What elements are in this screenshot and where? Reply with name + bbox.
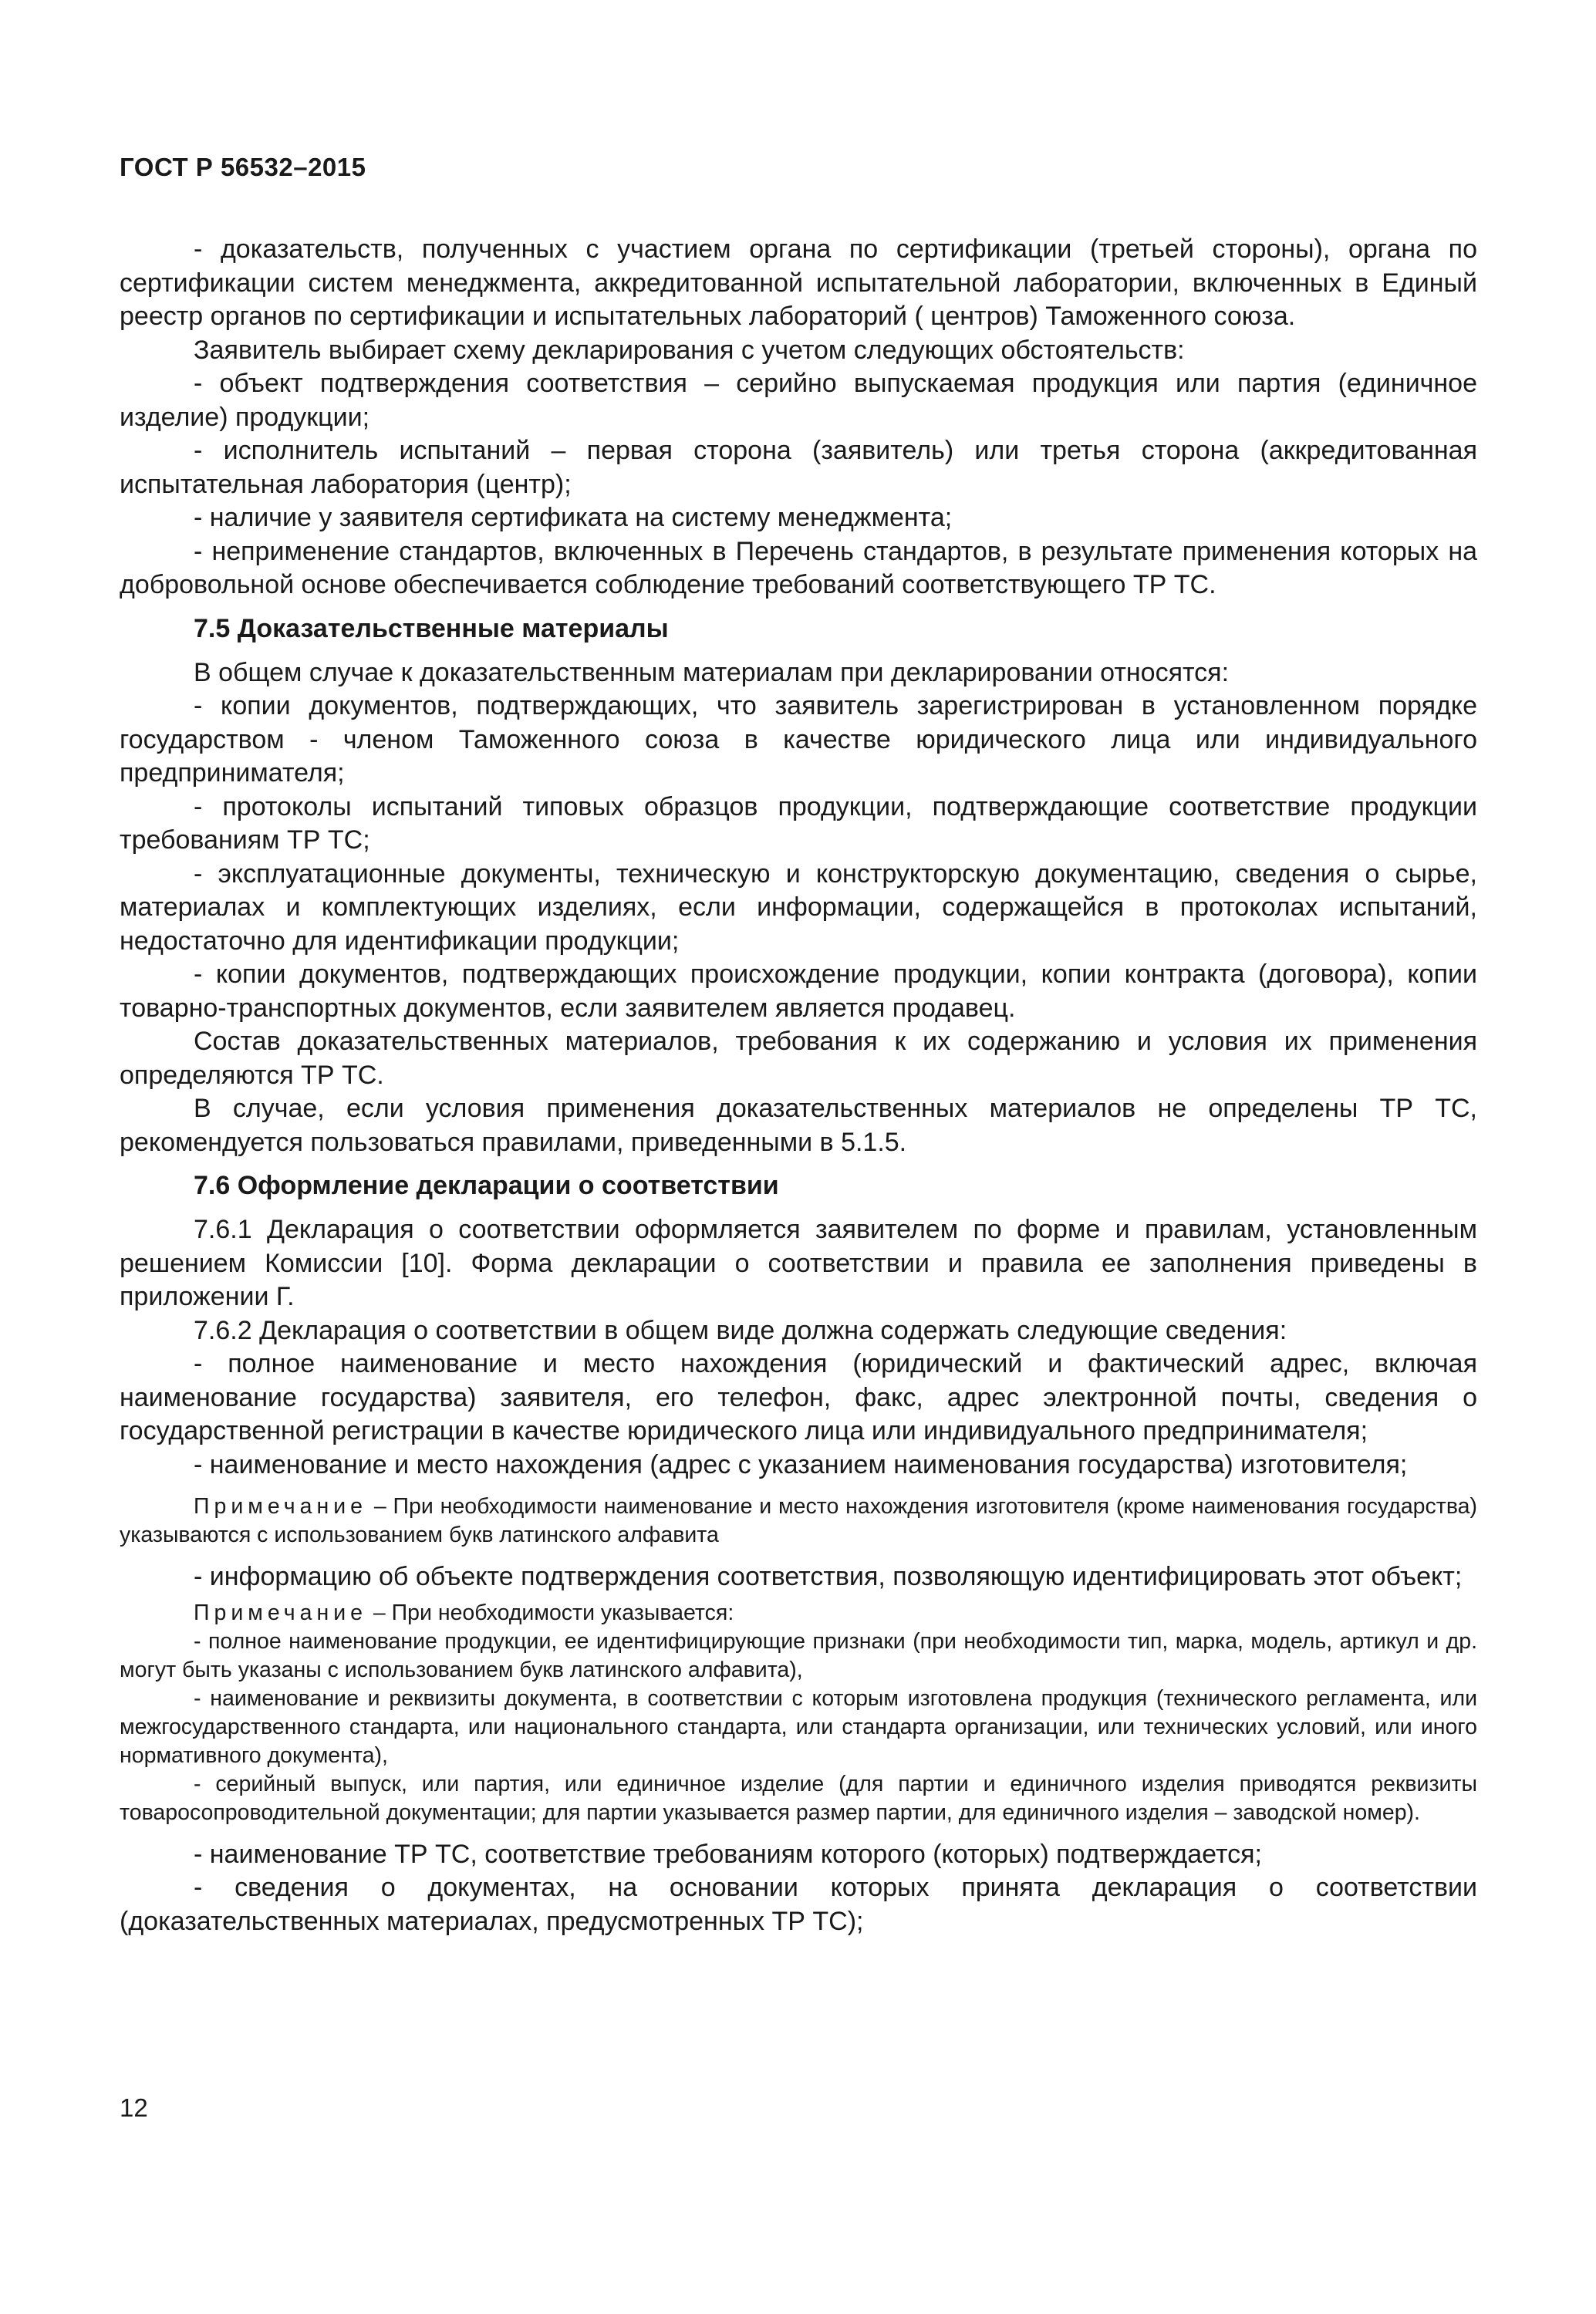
paragraph: - сведения о документах, на основании которых принята декларация о соответствии (доказательственных материалах, предусмотренных ТР ТС);	[120, 1873, 1477, 1936]
note-item: - серийный выпуск, или партия, или единичное изделие (для партии и единичного изделия приводятся реквизиты товаросопроводительной документации; для партии указывается размер партии, для единичного изделия – заводской номер).	[120, 1771, 1477, 1825]
note-block	[120, 1493, 1477, 1550]
paragraph: - полное наименование и место нахождения (юридический и фактический адрес, включая наименование государства) заявителя, его телефон, факс, адрес электронной почты, сведения о государственной регистрации в качестве юридического лица или индивидуального предпринимателя;	[120, 1349, 1477, 1445]
section-heading-7-5: 7.5 Доказательственные материалы	[194, 613, 669, 643]
paragraph: Состав доказательственных материалов, требования к их содержанию и условия их применения определяются ТР ТС.	[120, 1027, 1477, 1090]
note-label: Примечание	[194, 1600, 367, 1625]
note-text: – При необходимости указывается:	[366, 1600, 734, 1625]
paragraph: - информацию об объекте подтверждения соответствия, позволяющую идентифицировать этот объект;	[194, 1562, 1463, 1591]
paragraph: В случае, если условия применения доказательственных материалов не определены ТР ТС, рекомендуется пользоваться правилами, приведенными в 5.1.5.	[120, 1094, 1477, 1157]
paragraph: 7.6.1 Декларация о соответствии оформляется заявителем по форме и правилам, установленным решением Комиссии [10]. Форма декларации о соответствии и правила ее заполнения приведены в приложении Г.	[120, 1215, 1477, 1311]
section-heading-7-6: 7.6 Оформление декларации о соответствии	[194, 1171, 779, 1200]
document-body	[120, 233, 1477, 1938]
paragraph: Заявитель выбирает схему декларирования с учетом следующих обстоятельств:	[194, 335, 1185, 365]
paragraph: - протоколы испытаний типовых образцов продукции, подтверждающие соответствие продукции требованиям ТР ТС;	[120, 791, 1477, 855]
paragraph: - наименование и место нахождения (адрес с указанием наименования государства) изготовителя;	[194, 1449, 1408, 1479]
paragraph: - исполнитель испытаний – первая сторона (заявитель) или третья сторона (аккредитованная испытательная лаборатория (центр);	[120, 436, 1477, 499]
paragraph: - копии документов, подтверждающих происхождение продукции, копии контракта (договора), копии товарно-транспортных документов, если заявителем является продавец.	[120, 960, 1477, 1023]
paragraph: - объект подтверждения соответствия – серийно выпускаемая продукция или партия (единичное изделие) продукции;	[120, 369, 1477, 432]
document-header: ГОСТ Р 56532–2015	[120, 153, 366, 181]
paragraph: - доказательств, полученных с участием органа по сертификации (третьей стороны), органа по сертификации систем менеджмента, аккредитованной испытательной лаборатории, включенных в Единый реестр органов по сертификации и испытательных лабораторий ( центров) Таможенного союза.	[120, 234, 1477, 331]
paragraph: - копии документов, подтверждающих, что заявитель зарегистрирован в установленном порядке государством - членом Таможенного союза в качестве юридического лица или индивидуального предпринимателя;	[120, 691, 1477, 788]
note-item: - наименование и реквизиты документа, в соответствии с которым изготовлена продукция (технического регламента, или межгосударственного стандарта, или национального стандарта, или стандарта организации, или технических условий, или иного нормативного документа),	[120, 1685, 1477, 1768]
note-text: – При необходимости наименование и место нахождения изготовителя (кроме наименования государства) указываются с использованием букв латинского алфавита	[120, 1494, 1477, 1547]
paragraph: В общем случае к доказательственным материалам при декларировании относятся:	[194, 657, 1230, 687]
paragraph: 7.6.2 Декларация о соответствии в общем виде должна содержать следующие сведения:	[194, 1315, 1287, 1345]
note-label: Примечание	[194, 1494, 367, 1519]
paragraph: - наличие у заявителя сертификата на систему менеджмента;	[194, 503, 953, 532]
paragraph: - эксплуатационные документы, техническую и конструкторскую документацию, сведения о сырье, материалах и комплектующих изделиях, если информации, содержащейся в протоколах испытаний, недостаточно для идентификации продукции;	[120, 858, 1477, 956]
note-item: - полное наименование продукции, ее идентифицирующие признаки (при необходимости тип, марка, модель, артикул и др. могут быть указаны с использованием букв латинского алфавита),	[120, 1628, 1477, 1682]
paragraph: - неприменение стандартов, включенных в Перечень стандартов, в результате применения которых на добровольной основе обеспечивается соблюдение требований соответствующего ТР ТС.	[120, 536, 1477, 599]
note-heading	[120, 1599, 1477, 1628]
paragraph: - наименование ТР ТС, соответствие требованиям которого (которых) подтверждается;	[194, 1839, 1262, 1869]
note-block	[120, 1599, 1477, 1827]
page-number: 12	[120, 2093, 148, 2122]
